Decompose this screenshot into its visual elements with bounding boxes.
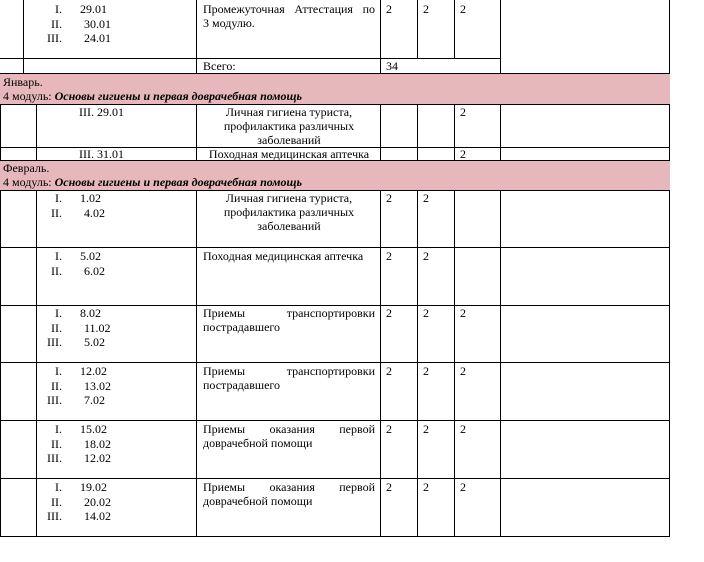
col-divider [36, 190, 37, 536]
roman-numeral: II. [51, 16, 62, 31]
row-divider [0, 536, 670, 537]
roman-numeral: III. [47, 393, 62, 407]
hours-cell: 2 [460, 480, 466, 494]
row-divider [0, 58, 500, 59]
hours-cell: 2 [460, 2, 466, 16]
lesson-date: 11.02 [84, 320, 111, 335]
col-divider [196, 190, 197, 536]
lesson-date: 4.02 [84, 205, 105, 220]
lesson-date: 12.02 [84, 451, 111, 465]
roman-numeral: III. [47, 509, 62, 523]
col-divider [669, 190, 670, 536]
module-heading: 4 модуль: Основы гигиены и первая доврачебная помощь [3, 175, 302, 189]
lesson-date: 29.01 [80, 2, 107, 16]
lesson-topic: Приемы оказания первой доврачебной помощи [203, 480, 375, 508]
roman-numeral: I. [55, 480, 62, 494]
lesson-date: 15.02 [80, 422, 107, 436]
hours-cell: 2 [460, 422, 466, 436]
total-label: Всего: [203, 59, 236, 73]
lesson-topic: Приемы транспортировки пострадавшего [203, 306, 375, 334]
roman-numeral: II. [51, 494, 62, 509]
col-divider [417, 190, 418, 536]
col-divider [500, 190, 501, 536]
hours-cell: 2 [423, 480, 429, 494]
roman-numeral: II. [51, 378, 62, 393]
row-divider [0, 478, 670, 479]
col-divider [23, 0, 24, 73]
module-heading: 4 модуль: Основы гигиены и первая доврачебная помощь [3, 89, 302, 103]
col-divider [380, 104, 381, 160]
col-divider [380, 0, 381, 73]
row-divider [0, 420, 670, 421]
lesson-date: 13.02 [84, 378, 111, 393]
hours-cell: 2 [386, 191, 392, 205]
col-divider [196, 104, 197, 160]
col-divider [417, 0, 418, 58]
lesson-date: 20.02 [84, 494, 111, 509]
hours-cell: 2 [423, 364, 429, 378]
col-divider [454, 190, 455, 536]
hours-cell: 2 [460, 147, 466, 161]
hours-cell: 2 [386, 364, 392, 378]
hours-cell: 2 [460, 105, 466, 119]
lesson-date: 7.02 [84, 393, 105, 407]
lesson-topic: Промежуточная Аттестация по 3 модулю. [203, 2, 375, 30]
roman-numeral: III. [47, 31, 62, 45]
lesson-topic: Приемы оказания первой доврачебной помощи [203, 422, 375, 450]
col-divider [669, 104, 670, 160]
lesson-topic: Личная гигиена туриста, профилактика различных заболеваний [223, 105, 355, 147]
roman-numeral: I. [55, 422, 62, 436]
lesson-date: 1.02 [80, 191, 101, 205]
roman-numeral: II. [51, 436, 62, 451]
section-month: Февраль. [3, 161, 50, 175]
hours-cell: 2 [386, 422, 392, 436]
col-divider [669, 0, 670, 73]
hours-cell: 2 [423, 191, 429, 205]
roman-numeral: III. [47, 451, 62, 465]
col-divider [0, 104, 1, 160]
hours-cell: 2 [423, 422, 429, 436]
lesson-date: 6.02 [84, 263, 105, 278]
lesson-date: 5.02 [80, 249, 101, 263]
row-divider [0, 247, 670, 248]
hours-cell: 2 [460, 364, 466, 378]
total-value: 34 [386, 59, 398, 73]
col-divider [0, 190, 1, 536]
roman-numeral: I. [55, 364, 62, 378]
hours-cell: 2 [386, 480, 392, 494]
col-divider [36, 104, 37, 160]
section-month: Январь. [3, 75, 43, 89]
lesson-date: 12.02 [80, 364, 107, 378]
roman-numeral: II. [51, 263, 62, 278]
lesson-topic: Личная гигиена туриста, профилактика различных заболеваний [223, 191, 355, 233]
col-divider [500, 0, 501, 73]
lesson-date: 18.02 [84, 436, 111, 451]
roman-numeral: II. [51, 320, 62, 335]
col-divider [380, 190, 381, 536]
lesson-date: 8.02 [80, 306, 101, 320]
col-divider [417, 104, 418, 160]
roman-numeral: II. [51, 205, 62, 220]
col-divider [196, 0, 197, 73]
lesson-topic: Походная медицинская аптечка [203, 249, 364, 263]
lesson-date: 19.02 [80, 480, 107, 494]
hours-cell: 2 [423, 249, 429, 263]
lesson-date: 24.01 [84, 31, 111, 45]
roman-numeral: III. [47, 335, 62, 349]
lesson-date: III. 31.01 [79, 147, 124, 161]
lesson-date: III. 29.01 [79, 105, 124, 119]
row-divider [0, 73, 670, 74]
row-divider [0, 362, 670, 363]
lesson-date: 30.01 [84, 16, 111, 31]
lesson-topic: Походная медицинская аптечка [208, 147, 370, 161]
lesson-date: 5.02 [84, 335, 105, 349]
col-divider [454, 0, 455, 58]
hours-cell: 2 [423, 2, 429, 16]
roman-numeral: I. [55, 306, 62, 320]
lesson-topic: Приемы транспортировки пострадавшего [203, 364, 375, 392]
col-divider [500, 104, 501, 160]
lesson-date: 14.02 [84, 509, 111, 523]
roman-numeral: I. [55, 191, 62, 205]
hours-cell: 2 [386, 2, 392, 16]
hours-cell: 2 [423, 306, 429, 320]
roman-numeral: I. [55, 2, 62, 16]
hours-cell: 2 [386, 306, 392, 320]
hours-cell: 2 [386, 249, 392, 263]
hours-cell: 2 [460, 306, 466, 320]
roman-numeral: I. [55, 249, 62, 263]
col-divider [454, 104, 455, 160]
